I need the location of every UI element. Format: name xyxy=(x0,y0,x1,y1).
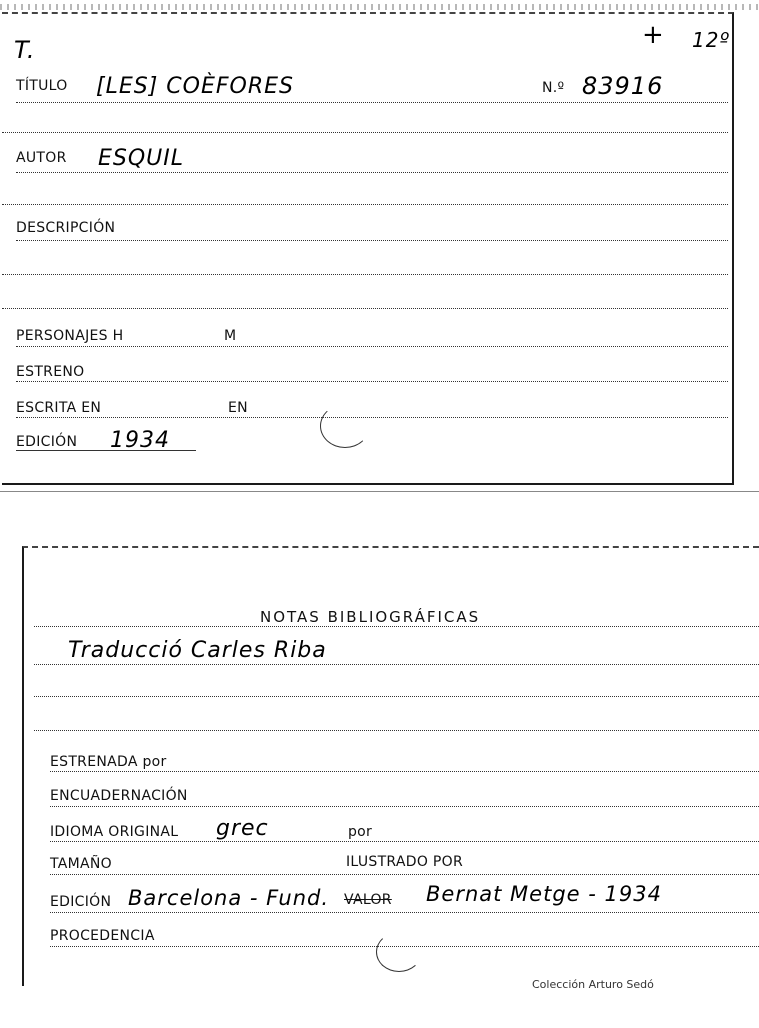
estreno-label: ESTRENO xyxy=(16,364,85,380)
estrenada-rule xyxy=(50,771,759,772)
notas-heading: NOTAS BIBLIOGRÁFICAS xyxy=(260,608,481,626)
blank-rule-4 xyxy=(2,308,728,309)
cross-mark: + xyxy=(642,20,665,50)
format-mark: 12º xyxy=(692,28,730,52)
blank-rule-1 xyxy=(2,132,728,133)
notas-rule-1 xyxy=(34,626,759,627)
escrita-en-label: EN xyxy=(228,400,248,416)
notas-rule-4 xyxy=(34,730,759,731)
ilustrado-label: ILUSTRADO POR xyxy=(346,854,463,870)
edicion-label: EDICIÓN xyxy=(16,434,78,450)
escrita-label: ESCRITA EN xyxy=(16,400,102,416)
autor-value: ESQUIL xyxy=(98,146,185,171)
paper-blemish-back xyxy=(376,932,422,972)
catalog-card-back xyxy=(22,546,759,991)
scan-noise-top xyxy=(0,4,759,10)
card-separator xyxy=(0,491,759,492)
edicion-back-rule xyxy=(50,912,759,913)
collection-stamp: Colección Arturo Sedó xyxy=(532,978,654,991)
tamano-rule xyxy=(50,874,759,875)
notas-rule-3 xyxy=(34,696,759,697)
escrita-rule xyxy=(16,417,728,418)
notas-rule-2 xyxy=(34,664,759,665)
titulo-value: [LES] COÈFORES xyxy=(96,74,294,99)
personajes-m-label: M xyxy=(224,328,237,344)
idioma-rule xyxy=(50,841,759,842)
titulo-rule xyxy=(16,102,728,103)
autor-label: AUTOR xyxy=(16,150,67,166)
estreno-rule xyxy=(16,381,728,382)
encuadernacion-rule xyxy=(50,806,759,807)
blank-rule-3 xyxy=(2,274,728,275)
encuadernacion-label: ENCUADERNACIÓN xyxy=(50,788,188,804)
idioma-por-label: por xyxy=(348,824,373,840)
edicion-back-value-2: Bernat Metge - 1934 xyxy=(426,882,662,906)
tamano-label: TAMAÑO xyxy=(50,856,112,872)
personajes-rule xyxy=(16,346,728,347)
blank-rule-2 xyxy=(2,204,728,205)
numero-value: 83916 xyxy=(582,72,664,100)
edicion-back-value-1: Barcelona - Fund. xyxy=(128,886,330,910)
procedencia-label: PROCEDENCIA xyxy=(50,928,155,944)
idioma-value: grec xyxy=(216,816,269,841)
estrenada-text: ESTRENADA por xyxy=(50,754,167,770)
edicion-rule xyxy=(16,450,196,451)
edicion-value: 1934 xyxy=(110,428,170,453)
idioma-label: IDIOMA ORIGINAL xyxy=(50,824,179,840)
personajes-label: PERSONAJES H xyxy=(16,328,124,344)
corner-mark: T. xyxy=(14,36,36,64)
numero-label: N.º xyxy=(542,80,565,96)
descripcion-label: DESCRIPCIÓN xyxy=(16,220,116,236)
descripcion-rule xyxy=(16,240,728,241)
autor-rule xyxy=(16,172,728,173)
edicion-back-label: EDICIÓN xyxy=(50,894,112,910)
estrenada-label xyxy=(50,754,167,770)
paper-blemish xyxy=(320,404,370,448)
notas-value: Traducció Carles Riba xyxy=(68,638,327,663)
edicion-struck-word: VALOR xyxy=(344,892,392,908)
catalog-card-front xyxy=(2,12,734,485)
titulo-label: TÍTULO xyxy=(16,78,68,94)
